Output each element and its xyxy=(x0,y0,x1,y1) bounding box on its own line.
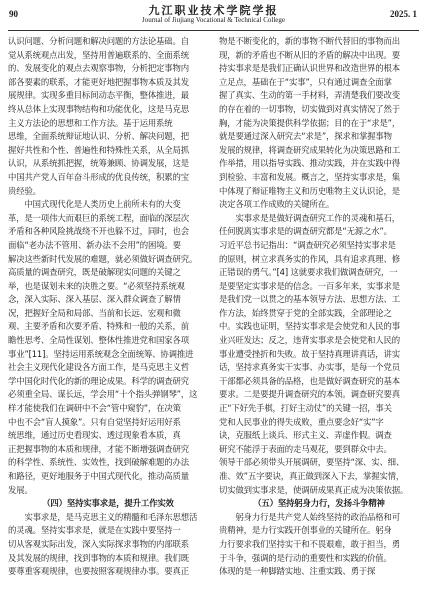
text-line: 业兴旺发达；反之，违背实事求是会使党和人民的 xyxy=(219,335,400,346)
text-line: 正“下好先手棋，打好主动仗”的关键一招，事关 xyxy=(219,403,392,414)
text-line: 诀，克服纸上谈兵、形式主义、弄虚作假。调查 xyxy=(219,430,392,441)
journal-title-en: Journal of Jiujiang Vocational & Technical College xyxy=(142,16,285,24)
text-line: 切实做到实事求是，使调研成果真正成为决策依据。 xyxy=(219,484,409,495)
text-line: 发展。 xyxy=(8,484,33,495)
text-line: 作方法，始终贯穿于党的全部实践，全部理论之 xyxy=(219,307,392,318)
text-line: 认识问题、分析问题和解决问题的方法论基础。自 xyxy=(8,36,189,46)
text-line: 高质量的调查研究，既是破解现实问题的关键之 xyxy=(8,267,181,278)
text-line: 展规律。实现多重目标间动态平衡，整体推进，最 xyxy=(8,90,189,101)
text-line: 学中国化时代化的新的理论成果。科学的调查研究 xyxy=(8,375,189,386)
text-line: 贵经验。 xyxy=(8,185,41,196)
text-line: 发展的规律，将调查研究成果转化为决策思路和工 xyxy=(219,144,400,155)
text-line: 正错误的勇气。”[4] 这就要求我们做调查研究，一 xyxy=(219,267,398,278)
text-line: 觉从系统观点出发，坚持用普遍联系的、全面系统 xyxy=(8,49,189,60)
text-line: 要求。二是要提升调查研究的本领。调查研究要真 xyxy=(219,389,400,400)
text-line: 中也不会“盲人摸象”。只有自觉坚持好运用好系 xyxy=(8,416,181,427)
text-line: 党和人民事业的得失成败，重点要念好“实”字 xyxy=(219,416,384,427)
text-line: 是要坚定实事求是的信念。一百多年来，实事求是 xyxy=(219,280,400,291)
text-line: 的存在着的一切事物，切实做到对真实情况了然于 xyxy=(219,103,400,114)
text-line: 任何脱离实事求是的调查研究都是“无源之水”。 xyxy=(219,226,392,237)
text-line: 准、效”五字要诀，真正做到深入下去，掌握实情， xyxy=(219,471,405,481)
text-line: 革，是一项伟大而艰巨的系统工程，面临的深层次 xyxy=(8,212,189,223)
section-heading: （四）坚持实事求是，提升工作实效 xyxy=(42,498,174,509)
text-line: 贵精神，是力行实践开创事业的关键所在。躬身 xyxy=(219,525,392,536)
text-line: 举，也是谋划未来的决胜之要。“必须坚持系统观 xyxy=(8,280,185,291)
text-line: 的灵魂。坚持实事求是，就是在实践中要坚持一 xyxy=(8,525,181,536)
left-column xyxy=(8,35,208,579)
text-line: 中国共产党人百年奋斗形成的优良传统，积累的宝 xyxy=(8,171,189,182)
text-line: 习近平总书记指出：“调查研究必须坚持实事求是 xyxy=(219,239,396,250)
text-line: 握好共性和个性、普遍性和特殊性关系，从全局抓 xyxy=(8,144,189,155)
text-line: 主义方法论的思想和工作方法。基于运用系统 xyxy=(8,117,173,128)
text-line: 于斗争，强调的是行动的重要性和实践的价值。 xyxy=(219,552,392,563)
text-line: 终从总体上实现事物结构和功能优化，这是马克思 xyxy=(8,103,189,114)
text-line: 领导干部必须带头开展调研，要坚持“深、实、细、 xyxy=(219,457,405,468)
text-line: 研究不能浮于表面的走马观花，要到群众中去。 xyxy=(219,443,392,454)
text-line: 话，坚持求真务实干实事、办实事，是每一个党员 xyxy=(219,362,400,373)
text-line: 念，深入实际、深入基层、深入群众调查了解情 xyxy=(8,294,181,305)
text-line: 实事求是是做好调查研究工作的灵魂和基石， xyxy=(219,212,400,223)
page-header xyxy=(0,0,427,32)
text-line: 胸，才能为决策提供科学依据；目的在于“求是”， xyxy=(219,117,401,128)
text-line: 事业”[11]。坚持运用系统观念全面统筹、协调推进 xyxy=(8,348,194,359)
issue-number: 2025. 1 xyxy=(390,9,417,19)
text-line: 现，新的矛盾也不断从旧的矛盾的解决中出现。要 xyxy=(219,49,400,60)
text-line: 的、发展变化的观点去观察事物，分析把定事物内 xyxy=(8,63,189,74)
text-line: 体现的是一种脚踏实地、注重实践、勇于探 xyxy=(219,566,376,577)
text-line: 认识，从系统抓把握，统筹兼顾、协调发展，这是 xyxy=(8,158,189,169)
text-line: 事业遭受挫折和失败。故于坚持真理讲真话，讲实 xyxy=(219,348,400,359)
text-line: 和路径，更好地服务于中国式现代化，推动高质量 xyxy=(8,471,189,481)
journal-title-cn: 九江职业技术学院学报 xyxy=(148,4,279,17)
text-line: 是我们党一以贯之的基本领导方法、思想方法、工 xyxy=(219,294,400,305)
text-line: 立足点，基础在于“实事”，只有通过调查全面掌 xyxy=(219,76,392,87)
text-line: 思维，全面系统辩证地认识、分析、解决问题，把 xyxy=(8,131,189,142)
text-line: 持实事求是是我们正确认识世界和改造世界的根本 xyxy=(219,63,400,74)
text-line: 中国式现代化是人类历史上前所未有的大变 xyxy=(8,199,181,210)
right-column xyxy=(219,35,419,579)
text-line: 力行要求我们坚持实干和不畏艰难，敢于担当，勇 xyxy=(219,538,400,549)
text-line: 的原则，树立求真务实的作风，具有追求真理、修 xyxy=(219,253,400,264)
text-line: 正把握事物的本质和规律，才能不断增强调查研究 xyxy=(8,443,189,454)
text-line: 部各要素的联系，才能更好地把握事物本质及其发 xyxy=(8,76,189,87)
text-line: 观、主要矛盾和次要矛盾、特殊和一般的关系，前 xyxy=(8,321,189,332)
text-line: 就是要通过深入研究去“求是”，探求和掌握事物 xyxy=(219,131,392,142)
text-line: 矛盾和各种风险挑战绕不开也躲不过，同时，也会 xyxy=(8,226,189,237)
text-line: 要尊重客观规律，也要按照客观规律办事。要真正 xyxy=(8,566,189,577)
text-line: 物是不断变化的，新的事物不断代替旧的事物而出 xyxy=(219,36,400,46)
text-line: 中。实践也证明，坚持实事求是会使党和人民的事 xyxy=(219,321,400,332)
text-line: 躬身力行是共产党人始终坚持的政治品格和可 xyxy=(219,511,400,522)
text-line: 必须重全局、谋长远，学会用“十个指头弹钢琴”，这 xyxy=(8,389,198,400)
text-line: 决定各项工作成败的关键所在。 xyxy=(219,199,335,210)
text-line: 解决这些新时代发展的难题，就必须做好调查研究。 xyxy=(8,253,198,264)
header-rule xyxy=(8,30,419,31)
section-heading: （五）坚持躬身力行，发扬斗争精神 xyxy=(253,498,385,509)
text-line: 到检验、丰富和发展。概言之，坚持实事求是，集 xyxy=(219,171,400,182)
text-line: 干部都必须具备的品格，也是做好调查研究的基本 xyxy=(219,375,400,386)
page-number: 90 xyxy=(9,9,18,19)
text-line: 瞻性思考、全局性谋划、整体性推进党和国家各项 xyxy=(8,335,189,346)
text-line: 况，把握好全局和局部、当前和长远、宏观和微 xyxy=(8,307,181,318)
text-line: 面临“老办法不管用、新办法不会用”的困境。要 xyxy=(8,239,181,250)
text-line: 的科学性、系统性、实效性，找到破解难题的办法 xyxy=(8,457,189,468)
text-line: 实事求是，是马克思主义的精髓和毛泽东思想活 xyxy=(8,511,198,522)
text-line: 作举措，用以指导实践、推动实践，并在实践中得 xyxy=(219,158,400,169)
text-line: 握了真实、生动的第一手材料，弄清楚我们要改变 xyxy=(219,90,400,101)
text-line: 社会主义现代化建设各方面工作，是马克思主义哲 xyxy=(8,362,189,373)
text-line: 统思维，通过历史看现实、透过现象看本质，真 xyxy=(8,430,181,441)
text-line: 切从客观实际出发，深入实际探求事物的内部联系 xyxy=(8,538,189,549)
text-line: 中体现了辩证唯物主义和历史唯物主义认识论，是 xyxy=(219,185,400,196)
text-line: 样才能使我们在调研中不会“管中窥豹”，在决策 xyxy=(8,403,181,414)
text-line: 及其发展的规律，找到事物的本质和规律。我们既 xyxy=(8,552,189,563)
